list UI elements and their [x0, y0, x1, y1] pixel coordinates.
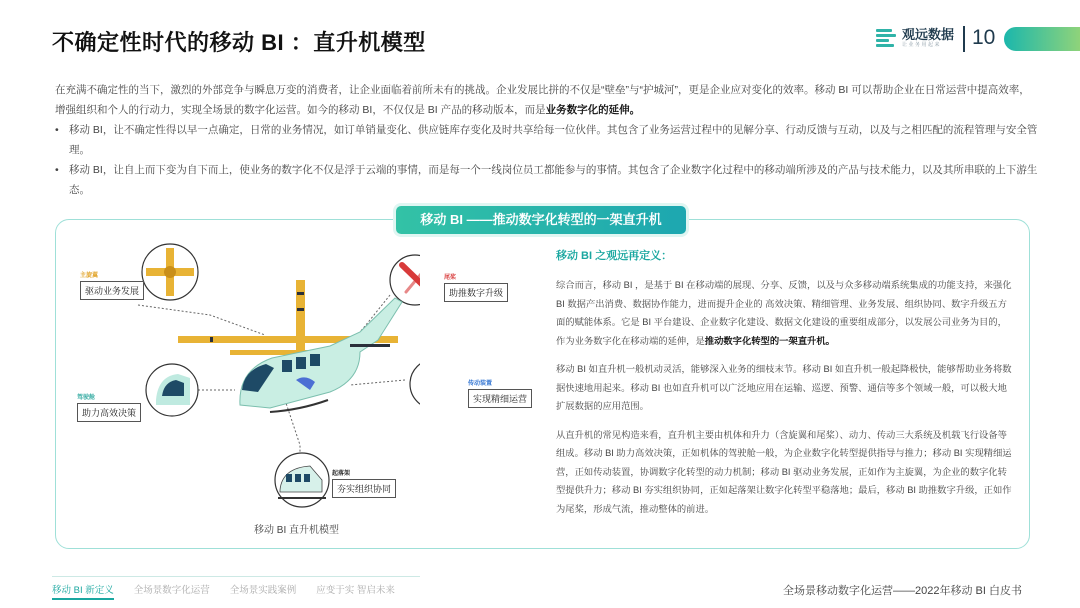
- model-caption: 移动 BI 直升机模型: [254, 525, 340, 536]
- landing-gear-detail-icon: [275, 453, 329, 507]
- callout-cockpit: [77, 392, 141, 422]
- callout-tag: 尾桨: [444, 275, 457, 281]
- callout-label: 实现精细运营: [468, 389, 532, 408]
- footer-document-title: 全场景移动数字化运营——2022年移动 BI 白皮书: [783, 585, 1022, 597]
- callout-tag: 主旋翼: [80, 273, 99, 279]
- definition-body: [556, 276, 1012, 528]
- footer-nav-item-cases[interactable]: 全场景实践案例: [229, 585, 297, 596]
- page-title: 不确定性时代的移动 BI ：直升机模型: [52, 30, 426, 55]
- footer-nav: [52, 582, 415, 600]
- header-accent-bar: [1004, 27, 1080, 51]
- brand-name: 观远数据: [902, 27, 955, 42]
- intro-section: [55, 80, 1040, 200]
- intro-bullet-1: • 移动 BI，让不确定性得以早一点确定，日常的业务情况，如订单销量变化、供应链库存变化及时共享给每一位伙伴。其包含了业务运营过程中的见解分享、行动反馈与互动，以及与之相匹配的流程管理与安全管理。: [55, 120, 1040, 160]
- callout-tag: 起落架: [332, 471, 351, 477]
- callout-tag: 传动装置: [468, 381, 493, 387]
- panel-title: 移动 BI ——推动数字化转型的一架直升机: [396, 206, 686, 234]
- callout-landing-gear: [332, 468, 396, 498]
- definition-paragraph-2: 移动 BI 如直升机一般机动灵活，能够深入业务的细枝末节。移动 BI 如直升机一般起降极快，能够帮助业务将数据快速地用起来。移动 BI 也如直升机可以广泛地应用在运输、巡逻、预警、通信等多个领域一般，可以极大地扩展数据的应用范围。: [556, 364, 1012, 411]
- definition-paragraph-1: 综合而言，移动 BI ，是基于 BI 在移动端的展现、分享、反馈，以及与众多移动端系统集成的功能支持，来强化 BI 数据产出消费、数据协作能力，进而提升企业的 高效决策、精细管理、业务发展、组织协同、数字升级五方面的赋能体系。它是 BI 平台建设、企业数字化建设、数据文化建设的重要组成部分，以发展公司业务为目的，作为业务数字化在移动端的延伸，是推动数字化转型的一架直升机。: [556, 280, 1012, 346]
- bullet-dot: •: [55, 124, 59, 136]
- header-divider: [963, 26, 965, 52]
- footer-divider: [52, 576, 420, 577]
- callout-label: 助推数字升级: [444, 283, 508, 302]
- callout-label: 助力高效决策: [77, 403, 141, 422]
- footer-nav-item-future[interactable]: 应变于实 智启未来: [316, 585, 395, 596]
- brand-logo: [876, 28, 954, 48]
- transmission-detail-icon: [410, 359, 420, 409]
- tail-rotor-detail-icon: [390, 255, 420, 305]
- definition-paragraph-3: 从直升机的常见构造来看，直升机主要由机体和升力（含旋翼和尾桨）、动力、传动三大系统及机载飞行设备等组成。移动 BI 助力高效决策，正如机体的驾驶舱一般，为企业数字化转型提供指导与推力；移动 BI 实现精细运营，正如传动装置，协调数字化转型的动力机制；移动 BI 驱动业务发展，正如作为主旋翼，为企业的数字化转型提供升力；移动 BI 夯实组织协同，正如起落架让数字化转型平稳落地；最后，移动 BI 助推数字升级，正如作为尾桨，形成气流，推动整体的前进。: [556, 429, 1012, 514]
- intro-paragraph: 在充满不确定性的当下，激烈的外部竞争与瞬息万变的消费者，让企业面临着前所未有的挑战。企业发展比拼的不仅是“壁垒”与“护城河”，更是企业应对变化的效率。移动 BI 可以帮助企业在日常运营中提高效率，增强组织和个人的行动力，实现全场景的数字化运营。如今的移动 BI，不仅仅是 BI 产品的移动版本，而是业务数字化的延伸。: [55, 84, 1030, 116]
- definition-emphasis: 推动数字化转型的一架直升机。: [704, 335, 835, 346]
- cockpit-detail-icon: [146, 364, 198, 416]
- callout-tag: 驾驶舱: [77, 395, 96, 401]
- rotor-detail-icon: [142, 244, 198, 300]
- page-number: 10: [972, 26, 996, 49]
- bullet-dot: •: [55, 164, 59, 176]
- callout-tail-rotor: [444, 272, 508, 302]
- definition-title: 移动 BI 之观远再定义：: [556, 250, 673, 262]
- intro-bullet-2: • 移动 BI，让自上而下变为自下而上，使业务的数字化不仅是浮于云端的事情，而是每一个一线岗位员工都能参与的事情。其包含了企业数字化过程中的移动端所涉及的产品与技术能力，以及其所串联的上下游生态。: [55, 160, 1040, 200]
- callout-label: 驱动业务发展: [80, 281, 144, 300]
- callout-main-rotor: [80, 270, 144, 300]
- callout-label: 夯实组织协同: [332, 479, 396, 498]
- callout-transmission: [468, 378, 532, 408]
- brand-slogan: 让业务用起来: [902, 42, 942, 48]
- brand-mark-icon: [876, 28, 896, 48]
- footer-nav-item-digital-operations[interactable]: 全场景数字化运营: [133, 585, 210, 596]
- intro-emphasis: 业务数字化的延伸。: [545, 104, 641, 116]
- footer-nav-item-new-definition[interactable]: 移动 BI 新定义: [52, 582, 114, 600]
